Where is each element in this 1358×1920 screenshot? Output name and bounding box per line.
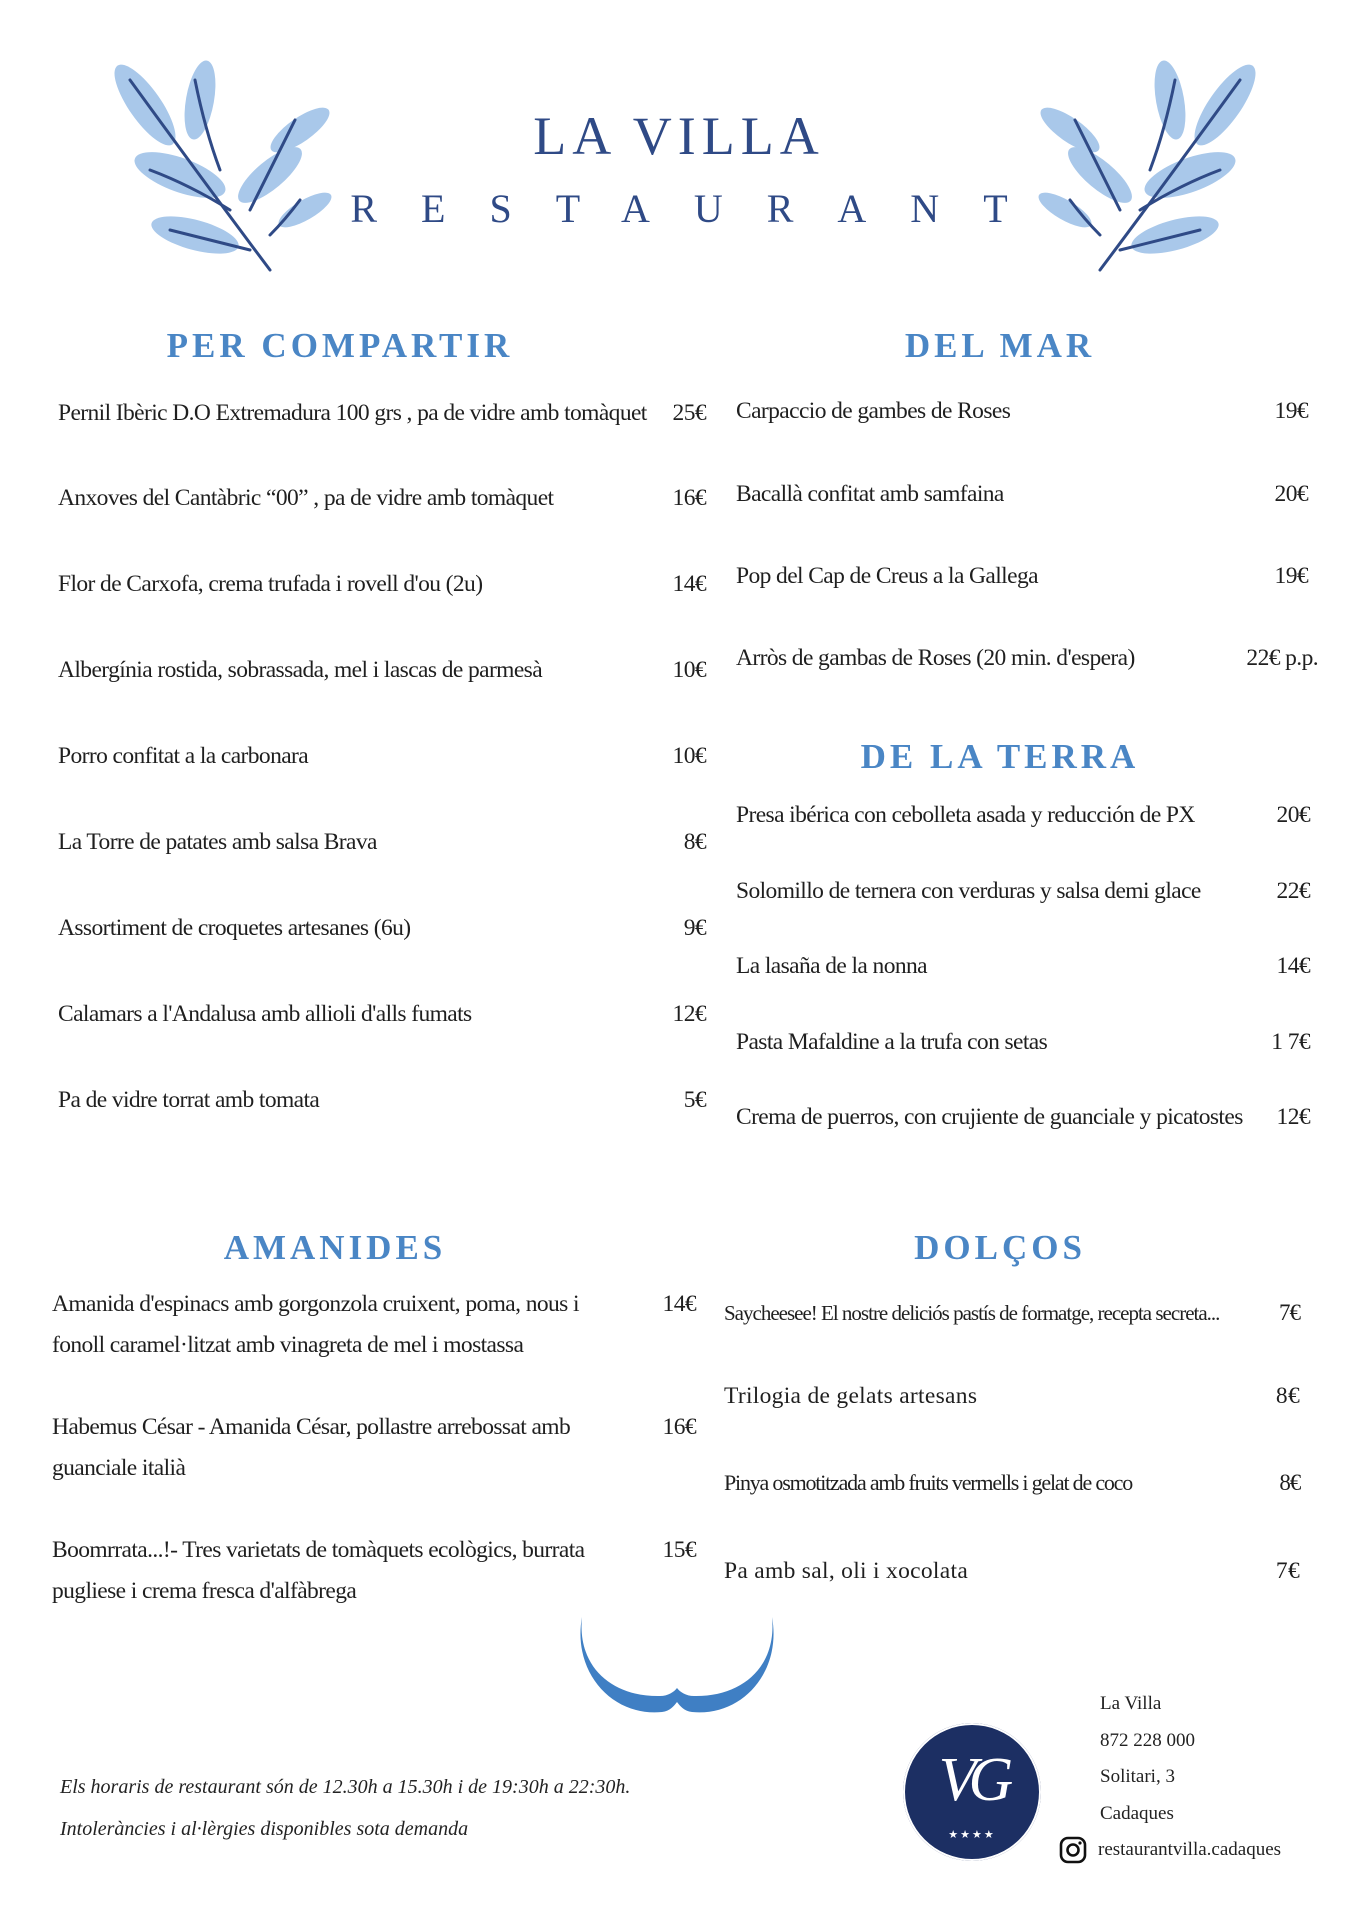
- menu-item-name: Pa amb sal, oli i xocolata: [724, 1558, 969, 1584]
- menu-item-name: Porro confitat a la carbonara: [58, 743, 309, 769]
- menu-item: [58, 908, 706, 948]
- opening-hours: Els horaris de restaurant són de 12.30h a 15.30h i de 19:30h a 22:30h.: [60, 1776, 631, 1798]
- menu-item: [58, 1080, 706, 1120]
- menu-item-name: Solomillo de ternera con verduras y salsa demi glace: [736, 878, 1201, 904]
- logo-stars: ★★★★: [948, 1829, 996, 1841]
- menu-item-price: 14€: [662, 1291, 696, 1317]
- contact-block: [1100, 1686, 1281, 1869]
- menu-item: [724, 1293, 1300, 1333]
- instagram-link[interactable]: [1058, 1832, 1281, 1869]
- menu-item: [58, 650, 706, 690]
- menu-item: [58, 736, 706, 776]
- menu-item: [736, 391, 1308, 431]
- menu-item-price: 8€: [1275, 1383, 1300, 1409]
- menu-item-name: Crema de puerros, con crujiente de guanciale y picatostes: [736, 1104, 1243, 1130]
- menu-item-price: 15€: [662, 1537, 696, 1563]
- contact-name: La Villa: [1100, 1693, 1162, 1714]
- menu-item: [736, 1097, 1310, 1137]
- menu-item: [58, 822, 706, 862]
- menu-item-name: Albergínia rostida, sobrassada, mel i lascas de parmesà: [58, 657, 543, 683]
- menu-item: [736, 871, 1310, 911]
- section-title-amanides: AMANIDES: [223, 1228, 447, 1267]
- contact-address: Solitari, 3: [1100, 1766, 1175, 1787]
- menu-item-name: Pa de vidre torrat amb tomata: [58, 1087, 320, 1113]
- menu-item-price: 8€: [1279, 1470, 1300, 1495]
- menu-item-price: 16€: [662, 1414, 696, 1440]
- section-title-per-compartir: PER COMPARTIR: [166, 326, 514, 365]
- leaf-branch-icon-right: [1030, 60, 1260, 280]
- menu-item-price: 8€: [683, 829, 706, 855]
- menu-item-name: Assortiment de croquetes artesanes (6u): [58, 915, 411, 941]
- menu-item-name: Habemus César - Amanida César, pollastre arrebossat amb guanciale italià: [52, 1414, 571, 1481]
- menu-item: [724, 1376, 1300, 1416]
- menu-item-name: Pasta Mafaldine a la trufa con setas: [736, 1029, 1048, 1055]
- menu-item: [58, 994, 706, 1034]
- menu-item: [58, 393, 706, 433]
- menu-item-name: Pop del Cap de Creus a la Gallega: [736, 563, 1038, 589]
- menu-item-name: Flor de Carxofa, crema trufada i rovell d'ou (2u): [58, 571, 483, 597]
- menu-item-name: La Torre de patates amb salsa Brava: [58, 829, 377, 855]
- menu-item-price: 19€: [1274, 563, 1308, 589]
- menu-item-price: 10€: [672, 657, 706, 683]
- menu-item-price: 20€: [1276, 802, 1310, 828]
- mustache-ornament-icon: [572, 1612, 782, 1732]
- menu-item-name: Arròs de gambas de Roses (20 min. d'espera): [736, 645, 1135, 671]
- menu-item-name: Boomrrata...!- Tres varietats de tomàquets ecològics, burrata pugliese i crema fresca d'alfàbrega: [52, 1537, 585, 1604]
- menu-item-name: Anxoves del Cantàbric “00” , pa de vidre amb tomàquet: [58, 485, 554, 511]
- menu-item-name: Saycheesee! El nostre deliciós pastís de formatge, recepta secreta...: [724, 1301, 1220, 1325]
- menu-item: [58, 478, 706, 518]
- menu-item-price: 20€: [1274, 481, 1308, 507]
- menu-item-price: 14€: [1276, 953, 1310, 979]
- menu-item-price: 16€: [672, 485, 706, 511]
- menu-item: [736, 1022, 1310, 1062]
- contact-phone[interactable]: 872 228 000: [1100, 1729, 1195, 1751]
- menu-item-price: 7€: [1275, 1558, 1300, 1584]
- menu-item-name: Calamars a l'Andalusa amb allioli d'alls fumats: [58, 1001, 472, 1027]
- restaurant-logo: [903, 1723, 1041, 1861]
- menu-item: [736, 638, 1318, 678]
- instagram-handle: restaurantvilla.cadaques: [1098, 1839, 1282, 1860]
- menu-item-price: 14€: [672, 571, 706, 597]
- section-title-dolcos: DOLÇOS: [914, 1228, 1086, 1267]
- menu-item: [52, 1284, 696, 1366]
- menu-item-price: 22€: [1276, 878, 1310, 904]
- instagram-icon: [1058, 1835, 1088, 1865]
- menu-item-price: 25€: [672, 400, 706, 426]
- footer-note: [60, 1766, 630, 1850]
- menu-item-price: 12€: [672, 1001, 706, 1027]
- restaurant-title: LA VILLA: [533, 106, 825, 166]
- restaurant-subtitle: RESTAURANT: [350, 186, 1052, 231]
- menu-item-name: Carpaccio de gambes de Roses: [736, 398, 1011, 424]
- menu-item-name: Presa ibérica con cebolleta asada y reducción de PX: [736, 802, 1195, 828]
- menu-item-name: Pinya osmotitzada amb fruits vermells i gelat de coco: [724, 1470, 1133, 1495]
- menu-item: [52, 1407, 696, 1489]
- menu-item-price: 22€ p.p.: [1246, 645, 1318, 671]
- menu-item: [52, 1530, 696, 1612]
- menu-item-price: 5€: [683, 1087, 706, 1113]
- menu-item: [58, 564, 706, 604]
- allergies-note: Intoleràncies i al·lèrgies disponibles sota demanda: [60, 1818, 469, 1840]
- menu-item: [724, 1463, 1300, 1503]
- menu-item-price: 19€: [1274, 398, 1308, 424]
- menu-item: [724, 1551, 1300, 1591]
- menu-item-name: La lasaña de la nonna: [736, 953, 927, 979]
- leaf-branch-icon-left: [110, 60, 340, 280]
- section-title-del-mar: DEL MAR: [904, 326, 1096, 365]
- menu-item-price: 1 7€: [1271, 1029, 1310, 1055]
- logo-letters: VG: [938, 1746, 1006, 1814]
- menu-item-price: 9€: [683, 915, 706, 941]
- menu-item: [736, 946, 1310, 986]
- menu-item-name: Amanida d'espinacs amb gorgonzola cruixent, poma, nous i fonoll caramel·litzat amb vinagreta de mel i mostassa: [52, 1291, 579, 1358]
- menu-item-name: Bacallà confitat amb samfaina: [736, 481, 1004, 507]
- menu-item: [736, 474, 1308, 514]
- menu-item-price: 7€: [1279, 1300, 1300, 1325]
- menu-item-name: Trilogia de gelats artesans: [724, 1383, 978, 1409]
- menu-item-price: 12€: [1276, 1104, 1310, 1130]
- menu-item-name: Pernil Ibèric D.O Extremadura 100 grs , pa de vidre amb tomàquet: [58, 400, 647, 426]
- section-title-de-la-terra: DE LA TERRA: [860, 737, 1140, 776]
- menu-item: [736, 556, 1308, 596]
- menu-item: [736, 795, 1310, 835]
- menu-item-price: 10€: [672, 743, 706, 769]
- contact-city: Cadaques: [1100, 1802, 1174, 1824]
